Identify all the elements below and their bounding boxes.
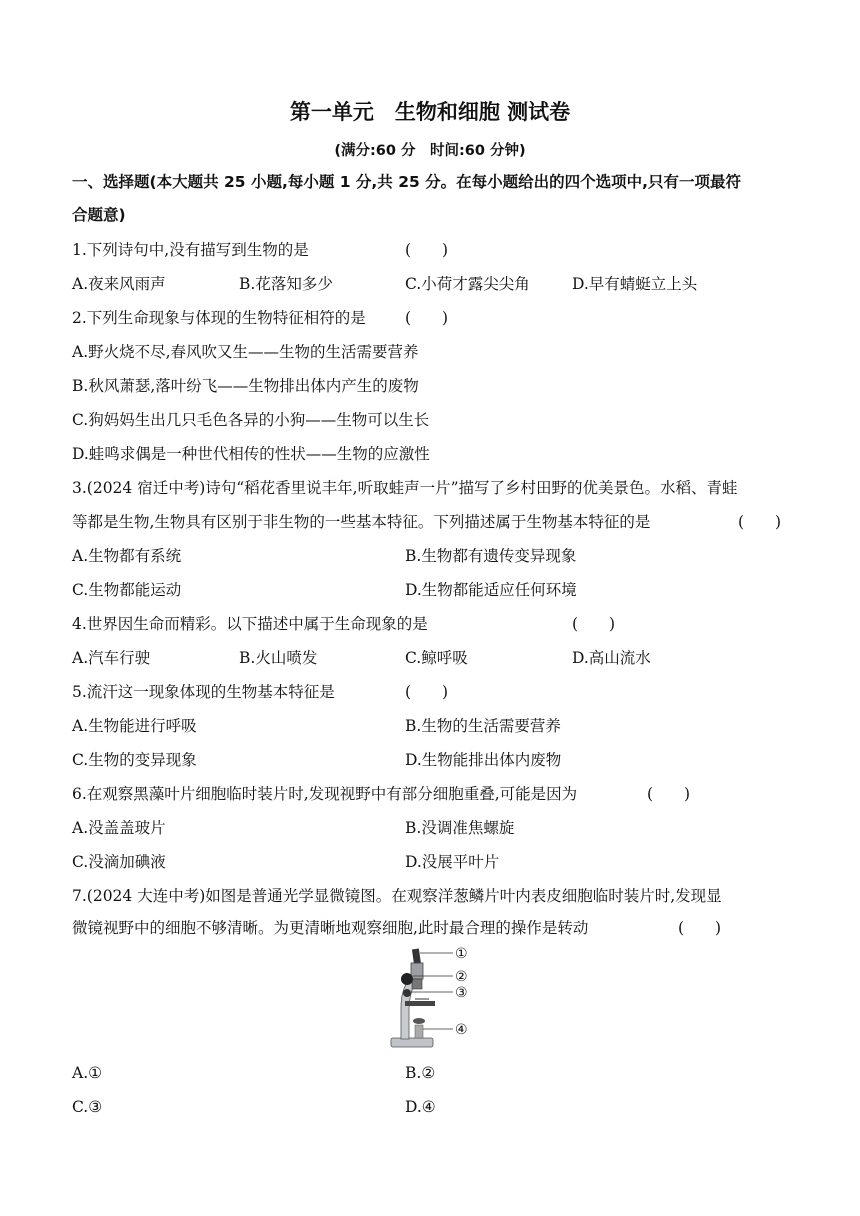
question-5-option-a: A.生物能进行呼吸 [72,717,197,735]
question-7-paren: ( ) [678,919,722,937]
section-heading-line2: 合题意) [72,206,126,224]
question-4-option-a: A.汽车行驶 [72,649,151,667]
question-2-paren: ( ) [405,309,449,327]
question-7-option-b: B.② [405,1064,436,1082]
question-7-line1: 7.(2024 大连中考)如图是普通光学显微镜图。在观察洋葱鳞片叶内表皮细胞临时装片时,发现显 [72,887,722,905]
question-6-option-a: A.没盖盖玻片 [72,819,166,837]
question-4-option-b: B.火山喷发 [239,649,318,667]
question-2-stem: 2.下列生命现象与体现的生物特征相符的是 [72,309,366,327]
question-3-option-d: D.生物都能适应任何环境 [405,581,577,599]
question-3-option-b: B.生物都有遗传变异现象 [405,547,577,565]
question-7-option-d: D.④ [405,1098,436,1116]
question-1-paren: ( ) [405,241,449,259]
question-1-stem: 1.下列诗句中,没有描写到生物的是 [72,241,309,259]
question-2-option-c: C.狗妈妈生出几只毛色各异的小狗——生物可以生长 [72,411,430,429]
question-1-option-d: D.早有蜻蜓立上头 [572,275,698,293]
question-4-option-d: D.高山流水 [572,649,651,667]
question-1-option-c: C.小荷才露尖尖角 [405,275,530,293]
question-6-paren: ( ) [647,785,691,803]
page-subtitle: (满分:60 分 时间:60 分钟) [334,143,526,159]
question-3-paren: ( ) [738,513,782,531]
page-title: 第一单元 生物和细胞 测试卷 [289,100,571,124]
question-4-paren: ( ) [572,615,616,633]
question-4-option-c: C.鲸呼吸 [405,649,468,667]
figure-label-4: ④ [455,1022,468,1038]
question-3-line2: 等都是生物,生物具有区别于非生物的一些基本特征。下列描述属于生物基本特征的是 [72,513,651,531]
figure-label-1: ① [455,946,468,962]
question-7-line2: 微镜视野中的细胞不够清晰。为更清晰地观察细胞,此时最合理的操作是转动 [72,919,589,937]
question-6-stem: 6.在观察黑藻叶片细胞临时装片时,发现视野中有部分细胞重叠,可能是因为 [72,785,578,803]
question-6-option-b: B.没调准焦螺旋 [405,819,515,837]
question-5-paren: ( ) [405,683,449,701]
question-5-option-d: D.生物能排出体内废物 [405,751,562,769]
question-7-option-a: A.① [72,1064,103,1082]
question-6-option-c: C.没滴加碘液 [72,853,166,871]
question-5-stem: 5.流汗这一现象体现的生物基本特征是 [72,683,335,701]
question-1-option-a: A.夜来风雨声 [72,275,166,293]
question-7-option-c: C.③ [72,1098,103,1116]
question-2-option-b: B.秋风萧瑟,落叶纷飞——生物排出体内产生的废物 [72,377,419,395]
question-4-stem: 4.世界因生命而精彩。以下描述中属于生命现象的是 [72,615,428,633]
question-6-option-d: D.没展平叶片 [405,853,500,871]
figure-label-3: ③ [455,985,468,1001]
question-5-option-b: B.生物的生活需要营养 [405,717,561,735]
section-heading-line1: 一、选择题(本大题共 25 小题,每小题 1 分,共 25 分。在每小题给出的四个选项中,只有一项最符 [72,173,742,191]
question-2-option-d: D.蛙鸣求偶是一种世代相传的性状——生物的应激性 [72,445,430,463]
microscope-figure [385,943,485,1053]
question-3-option-c: C.生物都能运动 [72,581,182,599]
question-3-option-a: A.生物都有系统 [72,547,182,565]
question-2-option-a: A.野火烧不尽,春风吹又生——生物的生活需要营养 [72,343,419,361]
question-3-line1: 3.(2024 宿迁中考)诗句“稻花香里说丰年,听取蛙声一片”描写了乡村田野的优美景色。水稻、青蛙 [72,479,738,497]
question-5-option-c: C.生物的变异现象 [72,751,197,769]
question-1-option-b: B.花落知多少 [239,275,333,293]
figure-label-2: ② [455,969,468,985]
